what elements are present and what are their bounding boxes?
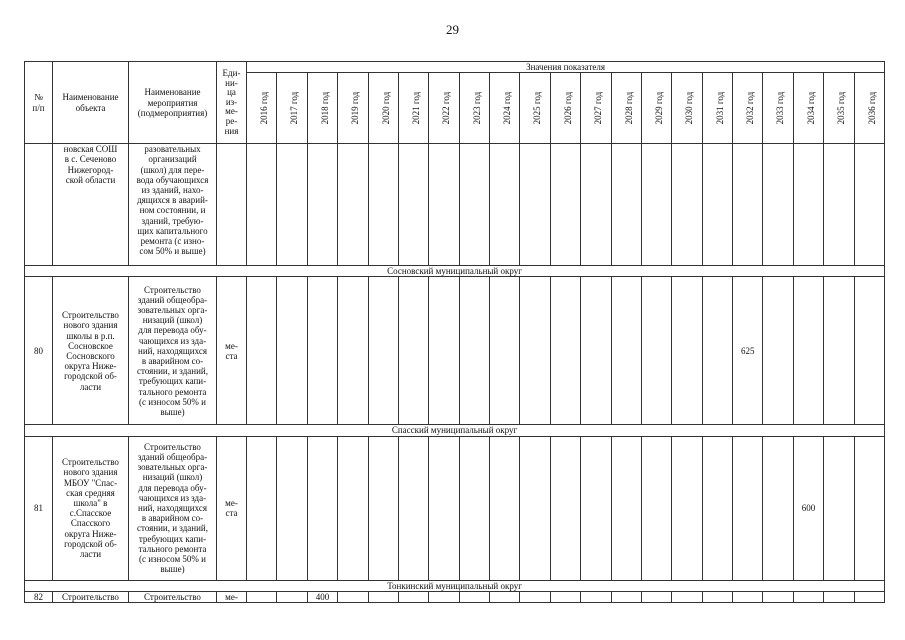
value-cell — [733, 144, 763, 266]
value-cell — [672, 277, 702, 425]
value-cell — [763, 436, 793, 580]
year-header: 2026 год — [550, 73, 580, 144]
cell-unit — [217, 144, 247, 266]
value-cell — [398, 277, 428, 425]
cell-object: Строительство нового здания школы в р.п. Сосновское Сосновского округа Ниже- городской об- ласти — [53, 277, 129, 425]
cell-unit: ме- ста — [217, 277, 247, 425]
year-header: 2024 год — [490, 73, 520, 144]
value-cell — [641, 144, 671, 266]
header-values-title: Значения показателя — [247, 62, 885, 73]
cell-object: Строительство нового здания МБОУ "Спас- ская средняя школа" в с.Спасское Спасского округа Ниже- городской об- ласти — [53, 436, 129, 580]
value-cell — [550, 436, 580, 580]
value-cell — [520, 436, 550, 580]
value-cell — [581, 144, 611, 266]
value-cell — [824, 144, 854, 266]
cell-unit: ме- — [217, 591, 247, 602]
value-cell — [247, 277, 277, 425]
year-header: 2033 год — [763, 73, 793, 144]
value-cell — [520, 591, 550, 602]
year-header: 2036 год — [854, 73, 885, 144]
table-row-81 — [25, 436, 885, 580]
value-cell — [398, 591, 428, 602]
value-cell — [641, 436, 671, 580]
value-cell — [763, 144, 793, 266]
section-spassky: Спасский муниципальный округ — [25, 425, 885, 436]
value-cell — [824, 436, 854, 580]
value-cell — [520, 144, 550, 266]
year-header: 2030 год — [672, 73, 702, 144]
cell-activity: Строительство зданий общеобра- зовательных орга- низаций (школ) для перевода обу- чающихся из зда- ний, находящихся в аварийном со- стоянии, и зданий, требующих капи- тального ремонта (с износом 50% и выше) — [129, 436, 217, 580]
cell-activity: Строительство — [129, 591, 217, 602]
value-cell — [793, 277, 823, 425]
year-header: 2027 год — [581, 73, 611, 144]
value-cell — [611, 144, 641, 266]
value-cell — [277, 277, 307, 425]
value-cell — [277, 436, 307, 580]
cell-activity: Строительство зданий общеобра- зовательных орга- низаций (школ) для перевода обу- чающихся из зда- ний, находящихся в аварийном со- стоянии, и зданий, требующих капи- тального ремонта (с износом 50% и выше) — [129, 277, 217, 425]
value-cell — [550, 277, 580, 425]
table-row-82 — [25, 591, 885, 602]
value-cell — [854, 277, 885, 425]
year-header: 2031 год — [702, 73, 732, 144]
value-cell — [763, 277, 793, 425]
value-cell — [368, 591, 398, 602]
value-cell — [672, 436, 702, 580]
value-cell — [459, 277, 489, 425]
value-cell — [490, 591, 520, 602]
value-cell — [550, 144, 580, 266]
value-cell — [277, 591, 307, 602]
cell-num: 80 — [25, 277, 53, 425]
value-cell — [702, 144, 732, 266]
section-sosnovsky: Сосновский муниципальный округ — [25, 266, 885, 277]
header-object-name: Наименование объекта — [53, 62, 129, 144]
value-cell — [581, 591, 611, 602]
page-number: 29 — [446, 22, 459, 37]
year-header: 2022 год — [429, 73, 459, 144]
year-header: 2017 год — [277, 73, 307, 144]
value-cell — [429, 591, 459, 602]
header-unit: Еди- ни- ца из- ме- ре- ния — [217, 62, 247, 144]
value-cell — [429, 144, 459, 266]
value-cell — [338, 144, 368, 266]
year-header: 2023 год — [459, 73, 489, 144]
value-cell — [338, 277, 368, 425]
value-cell — [550, 591, 580, 602]
value-cell — [763, 591, 793, 602]
value-cell — [368, 144, 398, 266]
value-cell — [398, 436, 428, 580]
value-cell — [733, 436, 763, 580]
indicator-table — [24, 61, 885, 603]
value-cell — [702, 436, 732, 580]
year-header: 2025 год — [520, 73, 550, 144]
year-header: 2035 год — [824, 73, 854, 144]
value-cell — [307, 277, 337, 425]
value-cell — [459, 436, 489, 580]
header-num: № п/п — [25, 62, 53, 144]
value-cell — [368, 277, 398, 425]
cell-activity: разовательных организаций (школ) для пере- вода обучающихся из зданий, нахо- дящихся в аварий- ном состоянии, и зданий, требую- щих капитального ремонта (с изно- сом 50% и выше) — [129, 144, 217, 266]
section-row — [25, 266, 885, 277]
table-row-80 — [25, 277, 885, 425]
value-cell — [702, 277, 732, 425]
value-cell — [247, 591, 277, 602]
section-row — [25, 580, 885, 591]
value-cell — [672, 144, 702, 266]
value-cell — [733, 591, 763, 602]
value-cell — [520, 277, 550, 425]
cell-object: новская СОШ в с. Сеченово Нижегород- ской области — [53, 144, 129, 266]
value-cell — [247, 436, 277, 580]
value-cell — [338, 591, 368, 602]
value-cell — [824, 591, 854, 602]
value-cell — [611, 277, 641, 425]
cell-num: 81 — [25, 436, 53, 580]
value-cell — [611, 436, 641, 580]
header-activity-name: Наименование мероприятия (подмероприятия) — [129, 62, 217, 144]
year-header: 2029 год — [641, 73, 671, 144]
value-cell — [854, 591, 885, 602]
section-row — [25, 425, 885, 436]
value-cell — [490, 144, 520, 266]
value-cell — [277, 144, 307, 266]
value-cell — [490, 277, 520, 425]
table-row-continued — [25, 144, 885, 266]
year-header: 2018 год — [307, 73, 337, 144]
value-cell — [459, 591, 489, 602]
section-tonkinsky: Тонкинский муниципальный округ — [25, 580, 885, 591]
value-cell — [581, 436, 611, 580]
value-cell — [824, 277, 854, 425]
value-cell — [459, 144, 489, 266]
header-row-1 — [25, 62, 885, 73]
year-header: 2016 год — [247, 73, 277, 144]
value-cell — [581, 277, 611, 425]
value-cell — [338, 436, 368, 580]
value-cell: 625 — [733, 277, 763, 425]
value-cell — [429, 277, 459, 425]
value-cell — [672, 591, 702, 602]
cell-unit: ме- ста — [217, 436, 247, 580]
value-cell — [854, 436, 885, 580]
value-cell — [641, 277, 671, 425]
cell-object: Строительство — [53, 591, 129, 602]
value-cell — [611, 591, 641, 602]
value-cell: 400 — [307, 591, 337, 602]
value-cell — [307, 436, 337, 580]
value-cell — [490, 436, 520, 580]
value-cell — [702, 591, 732, 602]
year-header: 2032 год — [733, 73, 763, 144]
value-cell: 600 — [793, 436, 823, 580]
value-cell — [793, 591, 823, 602]
year-header: 2034 год — [793, 73, 823, 144]
value-cell — [307, 144, 337, 266]
value-cell — [429, 436, 459, 580]
year-header: 2019 год — [338, 73, 368, 144]
value-cell — [398, 144, 428, 266]
year-header: 2021 год — [398, 73, 428, 144]
year-header: 2028 год — [611, 73, 641, 144]
value-cell — [793, 144, 823, 266]
value-cell — [368, 436, 398, 580]
value-cell — [247, 144, 277, 266]
year-header: 2020 год — [368, 73, 398, 144]
value-cell — [854, 144, 885, 266]
cell-num — [25, 144, 53, 266]
cell-num: 82 — [25, 591, 53, 602]
value-cell — [641, 591, 671, 602]
